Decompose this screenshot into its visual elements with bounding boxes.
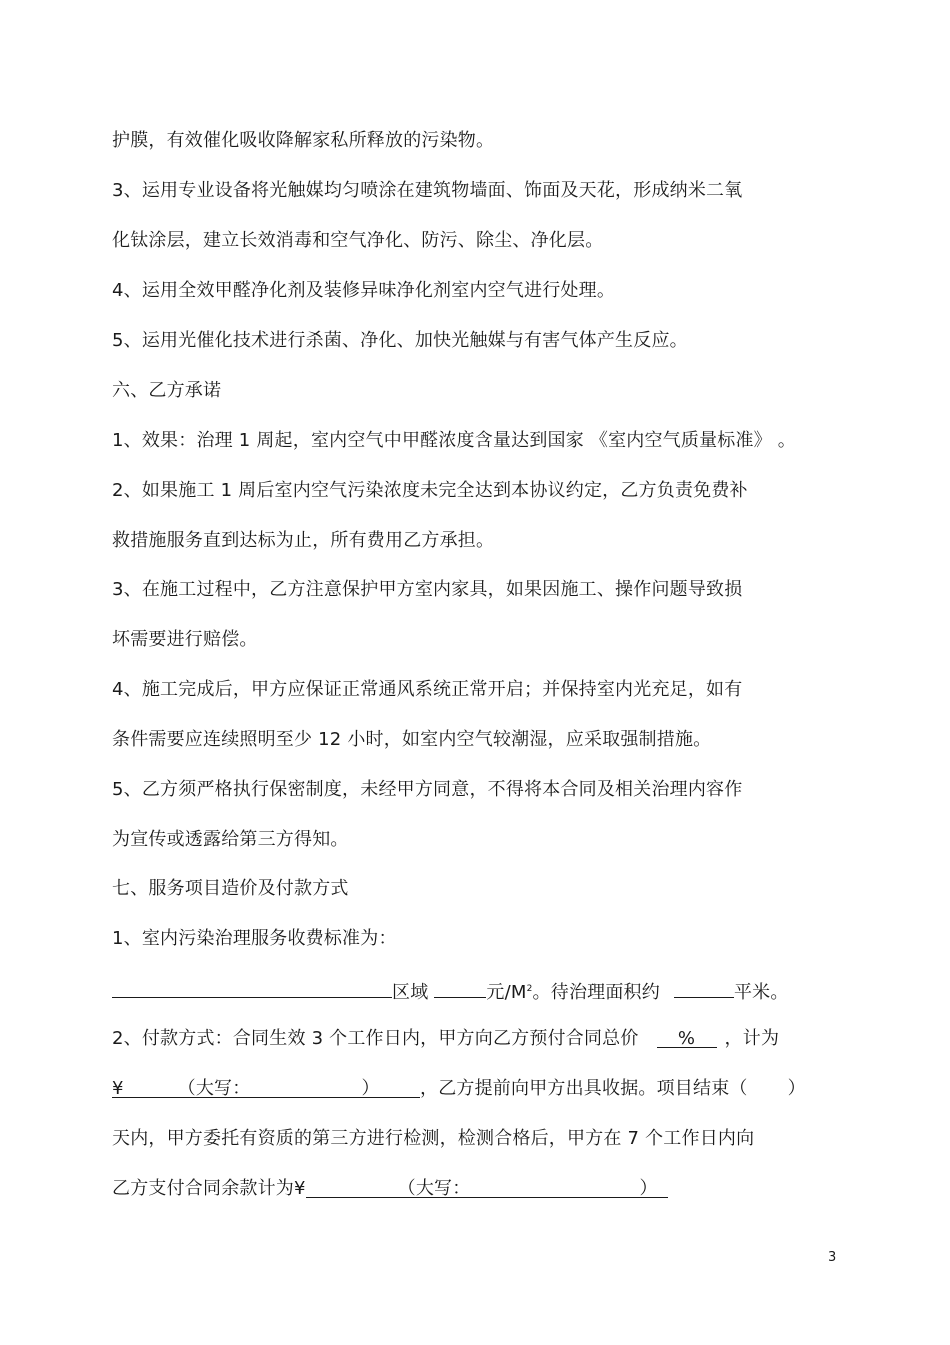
price-blank[interactable] [434, 977, 486, 998]
paragraph-line: 5、运用光催化技术进行杀菌、净化、加快光触媒与有害气体产生反应。 [112, 330, 688, 351]
balance-text: 乙方支付合同余款计为¥ [112, 1178, 306, 1199]
section-heading: 六、乙方承诺 [112, 380, 222, 401]
unit-superscript: 2 [526, 984, 533, 994]
paragraph-line: 5、乙方须严格执行保密制度，未经甲方同意，不得将本合同及相关治理内容作 [112, 779, 743, 800]
paragraph-line: 2、如果施工 1 周后室内空气污染浓度未完全达到本协议约定，乙方负责免费补 [112, 480, 748, 501]
section-heading: 七、服务项目造价及付款方式 [112, 878, 349, 899]
payment-text: 2、付款方式：合同生效 3 个工作日内，甲方向乙方预付合同总价 [112, 1028, 639, 1049]
paragraph-line: 1、效果：治理 1 周起，室内空气中甲醛浓度含量达到国家 《室内空气质量标准》 。 [112, 430, 796, 451]
area-estimate-label: 。待治理面积约 [532, 982, 660, 1003]
paragraph-line: 1、室内污染治理服务收费标准为： [112, 928, 397, 949]
paragraph-line: 3、运用专业设备将光触媒均匀喷涂在建筑物墙面、饰面及天花，形成纳米二氧 [112, 180, 743, 201]
advance-amount-blank[interactable] [112, 1077, 420, 1098]
paragraph-line: 为宣传或透露给第三方得知。 [112, 829, 349, 850]
receipt-text: ，乙方提前向甲方出具收据。项目结束（ [420, 1078, 748, 1099]
payment-line [112, 1077, 806, 1101]
paragraph-line: 化钛涂层，建立长效消毒和空气净化、防污、除尘、净化层。 [112, 230, 604, 251]
payment-text-end: ，计为 [724, 1028, 780, 1049]
area-blank[interactable] [112, 977, 392, 998]
daxie-label: （大写： [177, 1078, 242, 1099]
paren-close: ） [787, 1078, 806, 1099]
page-number: 3 [828, 1250, 837, 1265]
balance-amount-blank[interactable] [306, 1177, 668, 1198]
paragraph-line: 3、在施工过程中，乙方注意保护甲方室内家具，如果因施工、操作问题导致损 [112, 579, 743, 600]
square-meter-label: 平米。 [733, 982, 789, 1003]
paragraph-line: 4、运用全效甲醛净化剂及装修异味净化剂室内空气进行处理。 [112, 280, 616, 301]
square-meter-blank[interactable] [674, 977, 734, 998]
area-label: 区域 [392, 982, 429, 1003]
price-standard-line [112, 977, 789, 1005]
daxie-close: ） [361, 1078, 380, 1099]
payment-line: 天内，甲方委托有资质的第三方进行检测，检测合格后，甲方在 7 个工作日内向 [112, 1128, 755, 1149]
yen-symbol: ¥ [112, 1078, 124, 1099]
payment-line [112, 1027, 779, 1051]
daxie-close: ） [639, 1178, 658, 1199]
daxie-label: （大写： [397, 1178, 462, 1199]
payment-line [112, 1177, 668, 1201]
paragraph-line: 4、施工完成后，甲方应保证正常通风系统正常开启；并保持室内光充足，如有 [112, 679, 743, 700]
paragraph-line: 救措施服务直到达标为止，所有费用乙方承担。 [112, 530, 495, 551]
paragraph-line: 坏需要进行赔偿。 [112, 629, 258, 650]
unit-label: 元/M [486, 982, 527, 1003]
paragraph-line: 条件需要应连续照明至少 12 小时，如室内空气较潮湿，应采取强制措施。 [112, 729, 712, 750]
paragraph-line: 护膜，有效催化吸收降解家私所释放的污染物。 [112, 130, 495, 151]
percent-blank[interactable]: % [657, 1027, 717, 1048]
